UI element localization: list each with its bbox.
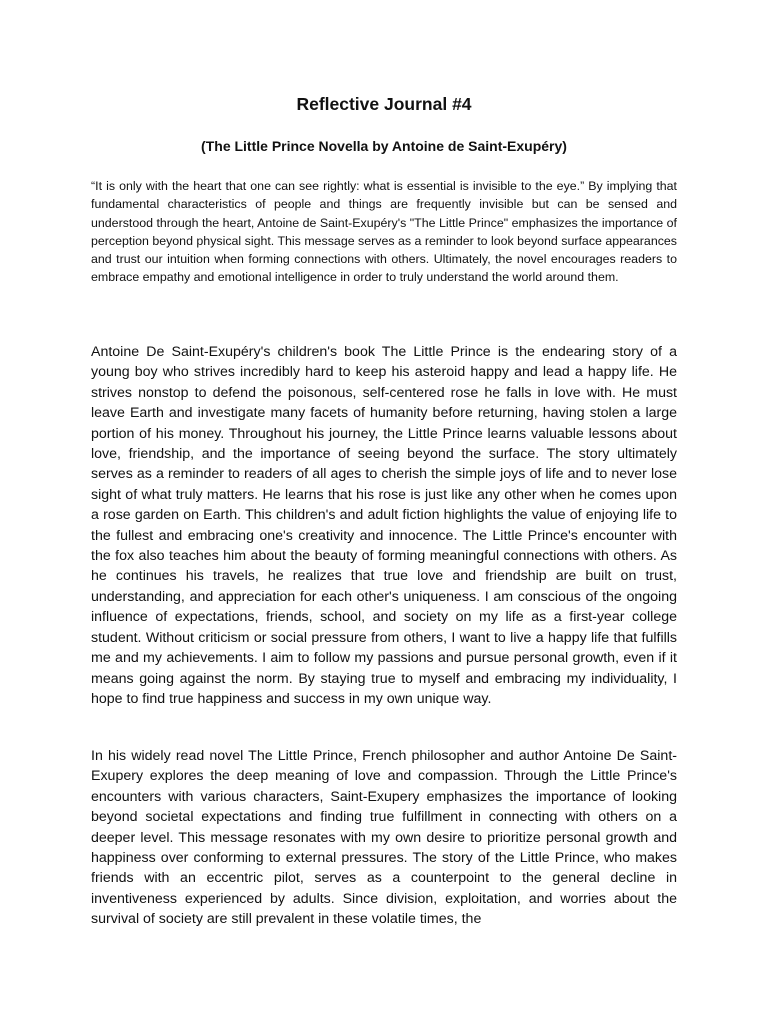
body-paragraph-1: Antoine De Saint-Exupéry's children's book The Little Prince is the endearing story of a young boy who strives incredibly hard to keep his asteroid happy and lead a happy life. He strives nonstop to defend the poisonous, self-centered rose he falls in love with. He must leave Earth and investigate many facets of humanity before returning, having stolen a large portion of his money. Throughout his journey, the Little Prince learns valuable lessons about love, friendship, and the importance of seeing beyond the surface. The story ultimately serves as a reminder to readers of all ages to cherish the simple joys of life and to never lose sight of what truly matters. He learns that his rose is just like any other when he comes upon a rose garden on Earth. This children's and adult fiction highlights the value of enjoying life to the fullest and embracing one's creativity and innocence. The Little Prince's encounter with the fox also teaches him about the beauty of forming meaningful connections with others. As he continues his travels, he realizes that true love and friendship are built on trust, understanding, and appreciation for each other's uniqueness. I am conscious of the ongoing influence of expectations, friends, school, and society on my life as a first-year college student. Without criticism or social pressure from others, I want to live a happy life that fulfills me and my achievements. I aim to follow my passions and pursue personal growth, even if it means going against the norm. By staying true to myself and embracing my individuality, I hope to find true happiness and success in my own unique way. (91, 344, 677, 707)
page-title: Reflective Journal #4 (296, 94, 472, 114)
page-subtitle: (The Little Prince Novella by Antoine de Saint-Exupéry) (201, 138, 567, 154)
body-paragraph-2: In his widely read novel The Little Prince, French philosopher and author Antoine De Saint-Exupery explores the deep meaning of love and compassion. Through the Little Prince's encounters with various characters, Saint-Exupery emphasizes the importance of looking beyond societal expectations and finding true fulfillment in connecting with others on a deeper level. This message resonates with my own desire to prioritize personal growth and happiness over conforming to external pressures. The story of the Little Prince, who makes friends with an eccentric pilot, serves as a counterpoint to the general decline in inventiveness experienced by adults. Since division, exploitation, and worries about the survival of society are still prevalent in these volatile times, the (91, 748, 677, 928)
summary-paragraph: “It is only with the heart that one can see rightly: what is essential is invisible to the eye.” By implying that fundamental characteristics of people and things are frequently invisible but can be sensed and understood through the heart, Antoine de Saint-Exupéry's "The Little Prince" emphasizes the importance of perception beyond physical sight. This message serves as a reminder to look beyond surface appearances and trust our intuition when forming connections with others. Ultimately, the novel encourages readers to embrace empathy and emotional intelligence in order to truly understand the world around them. (91, 179, 677, 285)
